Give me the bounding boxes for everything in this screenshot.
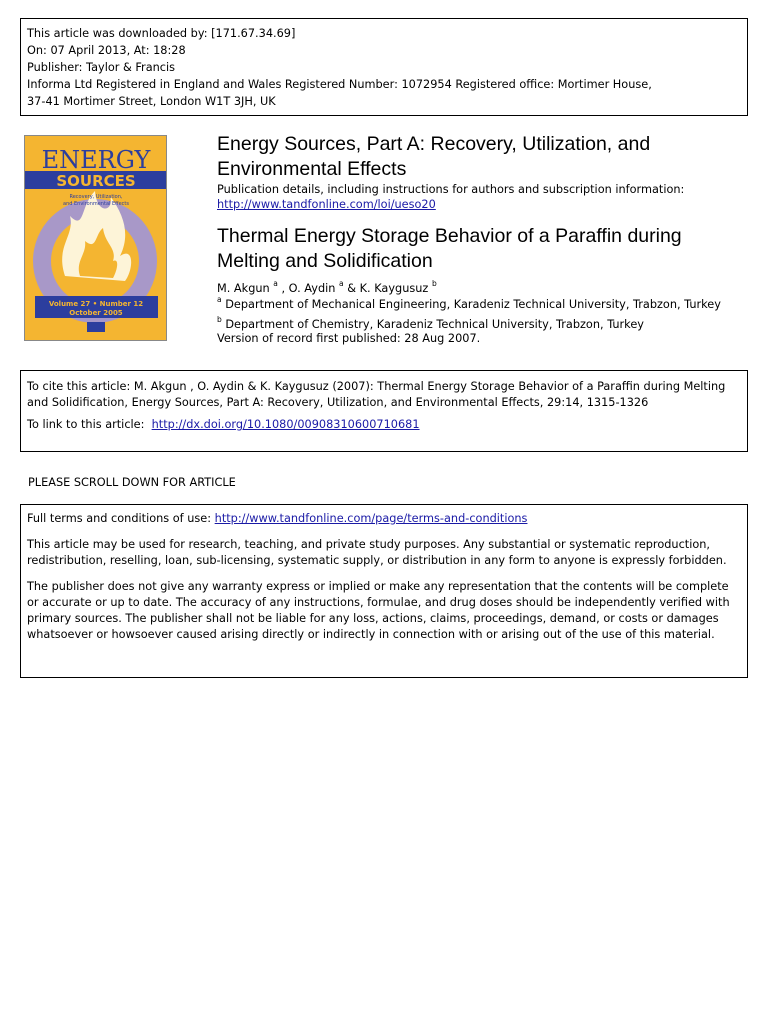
- version-of-record: Version of record first published: 28 Aug 2007.: [217, 332, 481, 345]
- download-line: This article was downloaded by: [171.67.34.69]: [27, 27, 296, 40]
- affiliation-text: Department of Mechanical Engineering, Karadeniz Technical University, Trabzon, Turkey: [225, 298, 721, 311]
- citation-line1: To cite this article: M. Akgun , O. Aydin & K. Kaygusuz (2007): Thermal Energy Storage Behavior of a Paraffin during Melting: [27, 380, 726, 393]
- publisher: Publisher: Taylor & Francis: [27, 61, 176, 74]
- cover-issue: Volume 27 • Number 12: [48, 300, 144, 308]
- terms-link-row: [27, 511, 741, 527]
- article-link-row: [27, 417, 741, 433]
- publication-details-text: Publication details, including instructions for authors and subscription information:: [217, 183, 685, 196]
- journal-title: [217, 132, 737, 182]
- article-title-line2: Melting and Solidification: [217, 250, 433, 272]
- registered-office: Informa Ltd Registered in England and Wales Registered Number: 1072954 Registered office: Mortimer House,: [27, 78, 652, 91]
- article-link-label: To link to this article:: [27, 418, 145, 431]
- affiliation-marker: b: [217, 315, 222, 324]
- download-notice-box: [20, 18, 748, 116]
- terms-label: Full terms and conditions of use:: [27, 512, 212, 525]
- article-title: [217, 224, 737, 274]
- registered-address: 37-41 Mortimer Street, London W1T 3JH, UK: [27, 95, 276, 108]
- cover-date: October 2005: [69, 309, 123, 317]
- cover-title-sources: SOURCES: [56, 172, 136, 190]
- author-superscript: a: [339, 279, 344, 288]
- cover-art: [25, 136, 167, 341]
- journal-title-line1: Energy Sources, Part A: Recovery, Utilization, and: [217, 133, 651, 155]
- author-superscript: a: [273, 279, 278, 288]
- author-name: , O. Aydin: [277, 282, 336, 295]
- terms-disclaimer-paragraph: The publisher does not give any warranty express or implied or make any representation that the contents will be complete or accurate or up to date. The accuracy of any instructions, formulae, and drug doses should be independently verified with primary sources. The publisher shall not be liable for any loss, actions, claims, proceedings, demand, or costs or damages whatsoever or howsoever caused arising directly or indirectly in connection with or arising out of the use of this material.: [27, 580, 730, 641]
- citation-line2: and Solidification, Energy Sources, Part A: Recovery, Utilization, and Environmental Effects, 29:14, 1315-1326: [27, 396, 649, 409]
- terms-link[interactable]: http://www.tandfonline.com/page/terms-and-conditions: [214, 512, 528, 525]
- affiliation-marker: a: [217, 295, 222, 304]
- terms-box: [20, 504, 748, 678]
- scroll-notice: PLEASE SCROLL DOWN FOR ARTICLE: [28, 476, 236, 489]
- terms-usage-paragraph: This article may be used for research, teaching, and private study purposes. Any substantial or systematic reproduction, redistribution, reselling, loan, sub-licensing, systematic supply, or distribution in any form to anyone is expressly forbidden.: [27, 538, 727, 567]
- author-superscript: b: [431, 279, 437, 288]
- download-date: On: 07 April 2013, At: 18:28: [27, 44, 186, 57]
- author-name: & K. Kaygusuz: [343, 282, 429, 295]
- affiliation-text: Department of Chemistry, Karadeniz Technical University, Trabzon, Turkey: [225, 318, 644, 331]
- journal-url-link[interactable]: http://www.tandfonline.com/loi/ueso20: [217, 198, 436, 211]
- author-name: M. Akgun: [217, 282, 270, 295]
- journal-cover-image: [24, 135, 167, 341]
- journal-title-line2: Environmental Effects: [217, 158, 407, 180]
- cover-subtitle-1: Recovery, Utilization,: [69, 194, 123, 200]
- article-title-line1: Thermal Energy Storage Behavior of a Paraffin during: [217, 225, 682, 247]
- doi-link[interactable]: http://dx.doi.org/10.1080/00908310600710681: [151, 418, 420, 431]
- citation-box: [20, 370, 748, 452]
- author-list: [217, 276, 437, 297]
- affiliation-b: [217, 315, 644, 331]
- affiliation-a: [217, 295, 721, 311]
- publication-details: [217, 182, 684, 212]
- cover-subtitle-2: and Environmental Effects: [63, 201, 129, 207]
- cover-title-energy: ENERGY: [41, 146, 151, 174]
